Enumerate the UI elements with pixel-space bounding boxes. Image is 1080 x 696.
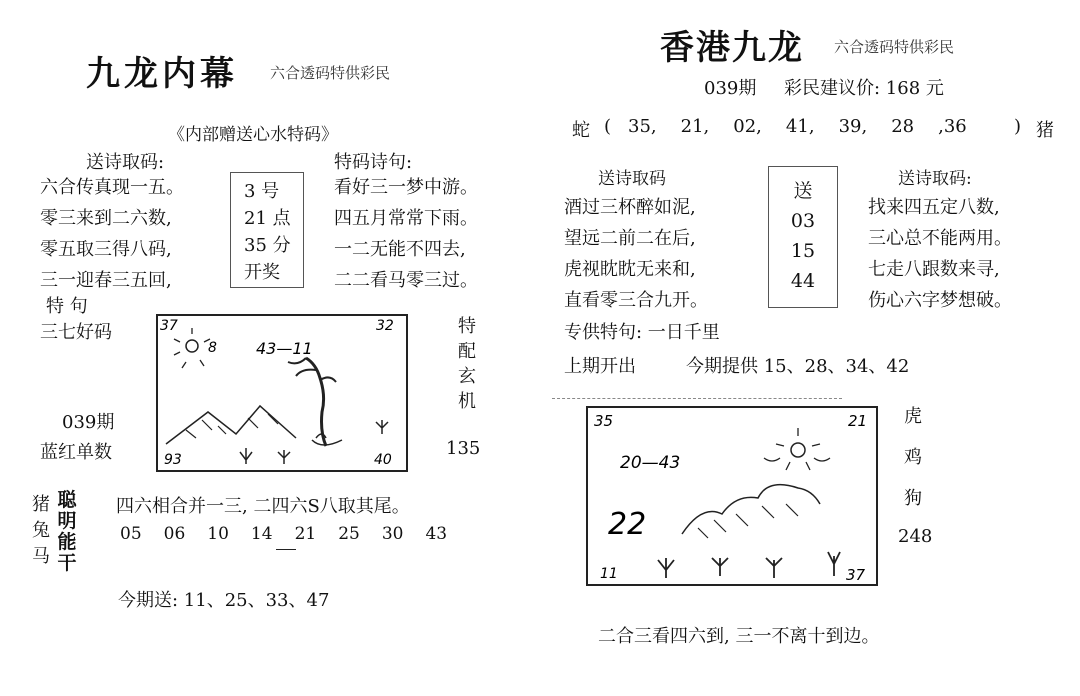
snake-number: 35,	[628, 116, 657, 137]
right-side-number: 248	[898, 526, 933, 547]
right-sketch	[586, 406, 878, 586]
right-issue: 039期	[704, 78, 757, 99]
grass-icon	[240, 420, 388, 464]
price-label: 彩民建议价: 168 元	[784, 78, 944, 99]
special-line-right: 专供特句: 一日千里	[564, 322, 720, 343]
close-paren: )	[1014, 116, 1022, 137]
special-line: 二二看马零三过。	[334, 270, 478, 291]
mountain-icon	[682, 485, 820, 534]
mountain-icon	[166, 406, 296, 444]
left-special-poem	[334, 172, 478, 296]
number-item: 21	[294, 524, 317, 544]
sketch-number-tr: 32	[376, 318, 394, 334]
snake-label: 蛇	[572, 120, 590, 141]
snake-number: ,36	[938, 116, 967, 137]
sketch-number-bl: 11	[600, 566, 618, 582]
zodiac-item: 狗	[904, 488, 922, 509]
number-item: 30	[381, 524, 404, 544]
snake-number: 02,	[733, 116, 762, 137]
open-paren: (	[604, 116, 612, 137]
right-poem-left	[564, 192, 708, 316]
sketch-number-bl: 93	[164, 452, 182, 468]
right-title: 香港九龙	[660, 28, 804, 68]
sketch-number-br: 37	[846, 566, 866, 584]
draw-time-text	[244, 178, 291, 286]
poem-line: 找来四五定八数,	[868, 197, 1000, 218]
snake-number: 39,	[838, 116, 868, 137]
number-item: 14	[250, 524, 273, 544]
sketch-number-tl: 35	[594, 412, 614, 430]
special-line: 四五月常常下雨。	[334, 208, 478, 229]
draw-hour: 21 点	[244, 208, 291, 229]
number-item: 43	[425, 524, 448, 544]
right-poem-right	[868, 192, 1012, 316]
snake-number: 41,	[785, 116, 815, 137]
poem-line: 零五取三得八码,	[40, 239, 172, 260]
poem-line: 虎视眈眈无来和,	[564, 259, 696, 280]
right-side-zodiac	[904, 396, 922, 519]
box-number: 15	[790, 240, 816, 262]
zodiac-item: 兔	[32, 520, 50, 541]
underline-mark	[276, 549, 296, 550]
left-gift-line: 《内部赠送心水特码》	[168, 125, 338, 145]
sketch-number-mid: 20—43	[620, 453, 681, 473]
tree-icon	[306, 358, 326, 446]
snake-numbers	[628, 116, 967, 137]
divider	[552, 398, 842, 399]
poem-line: 伤心六字梦想破。	[868, 290, 1012, 311]
side-vertical-text: 特配玄机	[458, 316, 476, 412]
box-number: 44	[790, 270, 816, 292]
right-poem-heading-left: 送诗取码	[598, 169, 666, 189]
poem-line: 七走八跟数来寻,	[868, 259, 1000, 280]
poem-line: 零三来到二六数,	[40, 208, 172, 229]
special-sentence-label: 特 句	[46, 296, 88, 317]
box-label: 送	[793, 180, 813, 202]
special-line: 一二无能不四去,	[334, 239, 466, 260]
snake-number: 21,	[680, 116, 710, 137]
zodiac-item: 猪	[32, 494, 50, 515]
left-sketch	[156, 314, 408, 472]
sun-icon	[791, 443, 805, 457]
left-poem	[40, 172, 184, 296]
number-item: 06	[163, 524, 186, 544]
color-label: 蓝红单数	[40, 442, 112, 463]
special-line: 看好三一梦中游。	[334, 177, 478, 198]
left-special-heading: 特码诗句:	[334, 152, 413, 173]
good-codes-label: 三七好码	[40, 322, 112, 343]
sun-rays-icon	[174, 328, 210, 368]
sketch-number-tl: 37	[160, 318, 178, 334]
draw-day: 3 号	[244, 181, 280, 202]
zodiac-vertical	[32, 492, 50, 570]
grass-icon	[658, 552, 840, 578]
poem-line: 三一迎春三五回,	[40, 270, 172, 291]
poem-line: 三心总不能两用。	[868, 228, 1012, 249]
pig-label: 猪	[1036, 120, 1054, 141]
box-number: 03	[790, 210, 816, 232]
right-poem-heading-right: 送诗取码:	[898, 169, 972, 189]
right-subtitle: 六合透码特供彩民	[834, 38, 955, 56]
sun-rays-icon	[764, 428, 830, 470]
sketch-number-big: 22	[608, 507, 647, 542]
poem-line: 直看零三合九开。	[564, 290, 708, 311]
numbers-row	[120, 524, 447, 544]
left-subtitle: 六合透码特供彩民	[270, 64, 391, 82]
zodiac-item: 鸡	[904, 447, 922, 468]
draw-label: 开奖	[244, 262, 280, 283]
sun-icon	[186, 340, 198, 352]
send-line: 今期送: 11、25、33、47	[118, 590, 330, 611]
smart-vertical: 聪明能干	[57, 489, 77, 574]
poem-line: 六合传真现一五。	[40, 177, 184, 198]
number-item: 05	[120, 524, 142, 544]
sketch-number-mid: 43—11	[256, 339, 313, 358]
left-poem-heading: 送诗取码:	[86, 152, 165, 173]
number-item: 10	[207, 524, 229, 544]
draw-minute: 35 分	[244, 235, 291, 256]
left-issue: 039期	[62, 412, 115, 433]
poem-line: 望远二前二在后,	[564, 228, 696, 249]
offer-line: 今期提供 15、28、34、42	[686, 356, 910, 377]
hint-line: 四六相合并一三, 二四六S八取其尾。	[116, 496, 410, 517]
left-side-number: 135	[446, 438, 481, 459]
last-draw-label: 上期开出	[564, 356, 636, 377]
right-bottom-line: 二合三看四六到, 三一不离十到边。	[598, 626, 880, 647]
zodiac-item: 虎	[904, 406, 922, 427]
sketch-number-br: 40	[374, 452, 392, 468]
poem-line: 酒过三杯醉如泥,	[564, 197, 696, 218]
snake-number: 28	[891, 116, 915, 137]
right-box-text	[768, 176, 838, 296]
sketch-number-tr: 21	[848, 412, 868, 430]
number-item: 25	[338, 524, 360, 544]
sketch-number-sun: 8	[208, 340, 217, 356]
zodiac-item: 马	[32, 546, 50, 567]
left-title: 九龙内幕	[86, 54, 238, 94]
